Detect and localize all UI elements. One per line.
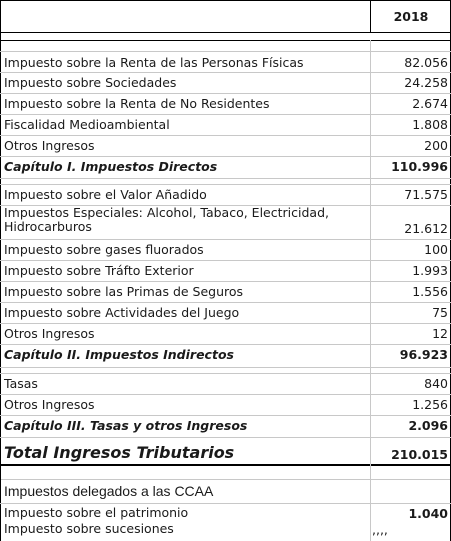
table-row: [0, 184, 451, 205]
row-label: Tasas: [4, 376, 38, 391]
table-row: [0, 114, 451, 135]
header-row: [0, 0, 451, 32]
table-row: [0, 281, 451, 302]
row-label: Otros Ingresos: [4, 138, 95, 153]
row-label: Impuesto sobre el Valor Añadido: [4, 187, 207, 202]
row-label: Impuesto sobre gases fluorados: [4, 242, 204, 257]
row-label: Impuesto sobre la Renta de las Personas Físicas: [4, 55, 304, 70]
total-label: Total Ingresos Tributarios: [4, 443, 235, 462]
table-row: [0, 72, 451, 93]
chapter-value: 110.996: [391, 159, 448, 174]
table-row: [0, 302, 451, 323]
total-value: 210.015: [391, 447, 448, 462]
chapter-label: Capítulo I. Impuestos Directos: [4, 159, 218, 174]
table-row: [0, 373, 451, 394]
row-value: 75: [432, 305, 448, 320]
section-label: Impuestos delegados a las CCAA: [4, 483, 214, 499]
row-label: Impuesto sobre el patrimonio: [4, 505, 189, 520]
row-label: Otros Ingresos: [4, 326, 95, 341]
row-label: Otros Ingresos: [4, 397, 95, 412]
row-value: 1.256: [412, 397, 448, 412]
row-value: 2.674: [412, 96, 448, 111]
year-header: 2018: [393, 9, 429, 24]
total-row: [0, 437, 451, 464]
row-value: 200: [424, 138, 448, 153]
row-value: 1.808: [412, 117, 448, 132]
table-row: [0, 521, 451, 541]
row-value: 840: [424, 376, 448, 391]
row-value: 1.993: [412, 263, 448, 278]
table-row: [0, 51, 451, 72]
table-row: [0, 503, 451, 521]
row-label-cont: Hidrocarburos: [4, 219, 92, 234]
table-row: [0, 260, 451, 281]
chapter-label: Capítulo III. Tasas y otros Ingresos: [4, 418, 248, 433]
subtotal-row: [0, 344, 451, 366]
row-value: 71.575: [404, 187, 448, 202]
row-label: Impuestos Especiales: Alcohol, Tabaco, Electricidad,: [4, 205, 329, 220]
row-value: 82.056: [404, 55, 448, 70]
row-label: Impuesto sobre la Renta de No Residentes: [4, 96, 270, 111]
chapter-value: 2.096: [408, 418, 448, 433]
row-value: 1.556: [412, 284, 448, 299]
row-label: Impuesto sobre sucesiones: [4, 521, 174, 536]
row-value: ,,,,: [372, 522, 388, 537]
table-row: [0, 205, 451, 239]
chapter-label: Capítulo II. Impuestos Indirectos: [4, 347, 234, 362]
row-value: 12: [432, 326, 448, 341]
row-value: 24.258: [404, 75, 448, 90]
row-value: 100: [424, 242, 448, 257]
row-value: 21.612: [404, 221, 448, 236]
row-label: Impuesto sobre Tráfto Exterior: [4, 263, 194, 278]
subtotal-row: [0, 156, 451, 178]
row-label: Impuesto sobre Sociedades: [4, 75, 177, 90]
row-label: Impuesto sobre Actividades del Juego: [4, 305, 240, 320]
chapter-value: 96.923: [399, 347, 448, 362]
table-row: [0, 135, 451, 156]
row-label: Impuesto sobre las Primas de Seguros: [4, 284, 244, 299]
table-row: [0, 394, 451, 415]
table-row: [0, 323, 451, 344]
table-row: [0, 239, 451, 260]
section-header-row: [0, 479, 451, 503]
table-row: [0, 93, 451, 114]
subtotal-row: [0, 415, 451, 437]
row-label: Fiscalidad Medioambiental: [4, 117, 170, 132]
row-value: 1.040: [408, 506, 448, 521]
